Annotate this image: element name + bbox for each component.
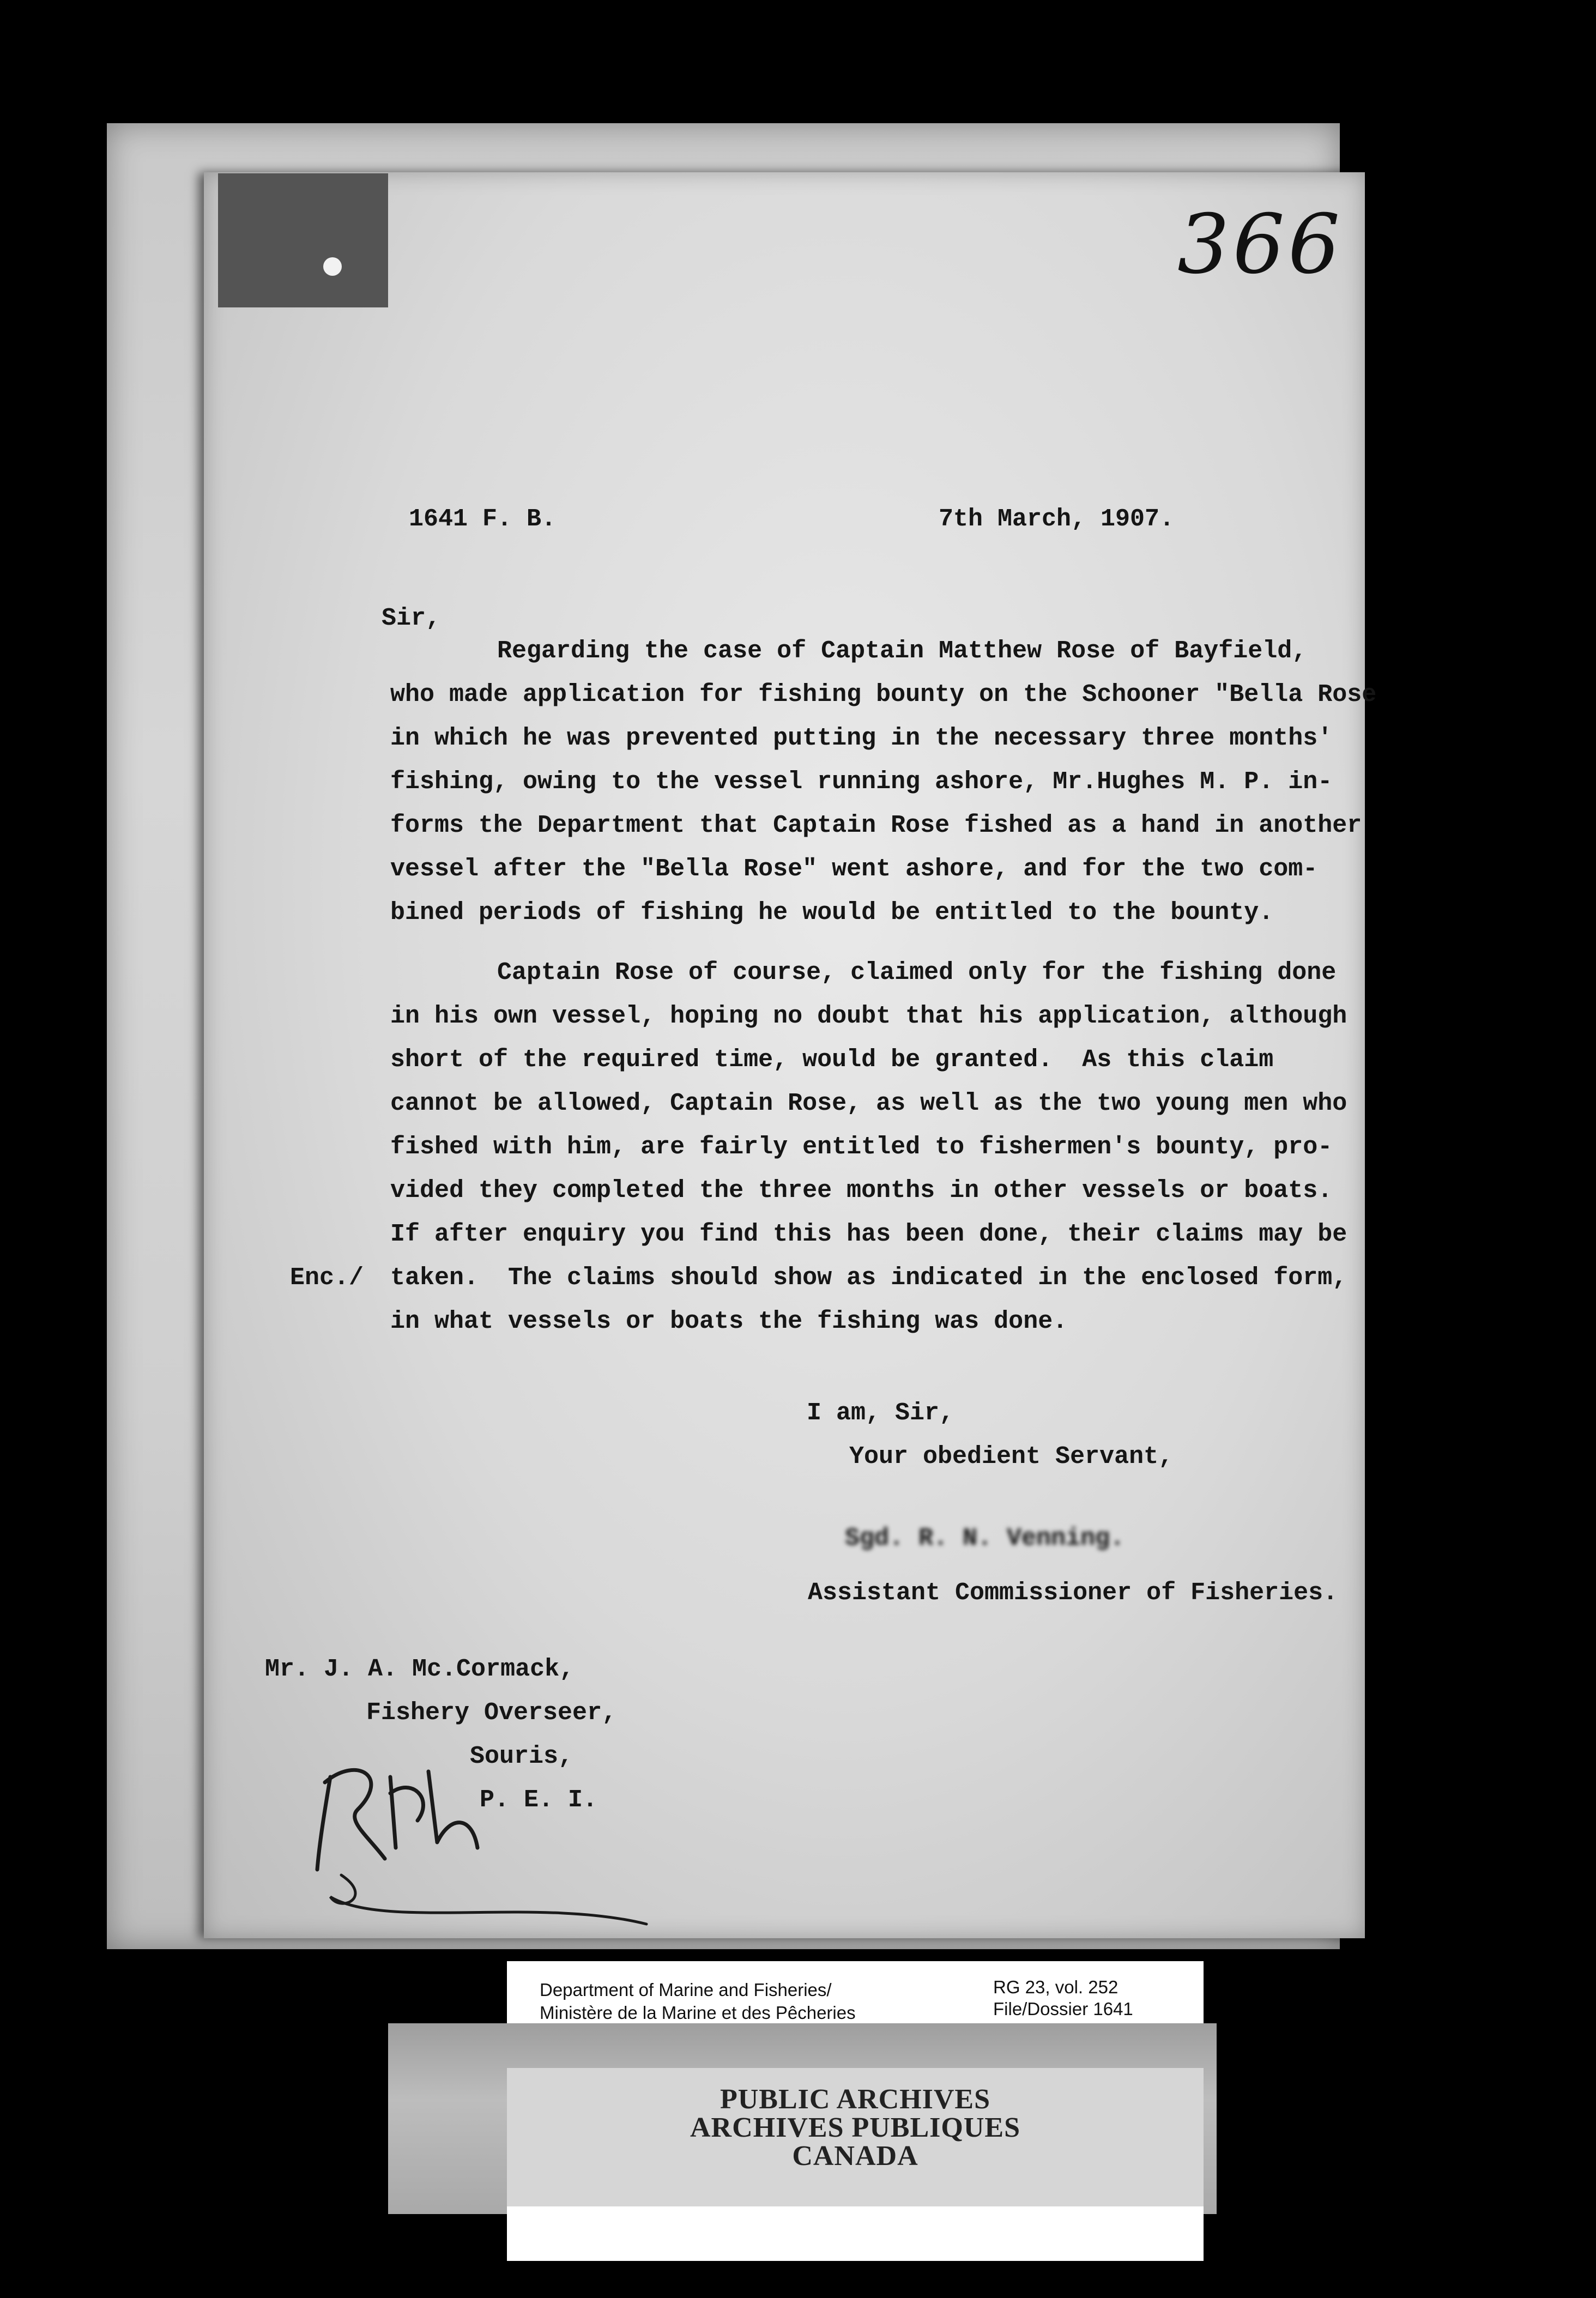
- punch-hole: [323, 257, 342, 276]
- body-line: in what vessels or boats the fishing was done.: [390, 1308, 1068, 1335]
- recipient-line: Fishery Overseer,: [366, 1699, 617, 1727]
- body-line: taken. The claims should show as indicated in the enclosed form,: [390, 1264, 1347, 1292]
- body-line: bined periods of fishing he would be entitled to the bounty.: [390, 899, 1274, 927]
- letter-date: 7th March, 1907.: [939, 505, 1175, 533]
- body-line: If after enquiry you find this has been done, their claims may be: [390, 1220, 1347, 1248]
- body-line: vessel after the "Bella Rose" went ashore, and for the two com-: [390, 855, 1318, 883]
- body-line: Captain Rose of course, claimed only for the fishing done: [497, 959, 1337, 987]
- body-line: in which he was prevented putting in the necessary three months': [390, 724, 1333, 752]
- reference-file: File/Dossier 1641: [993, 1999, 1133, 2019]
- recipient-line: Mr. J. A. Mc.Cormack,: [265, 1655, 575, 1683]
- stamp-line: PUBLIC ARCHIVES: [720, 2084, 991, 2115]
- body-line: forms the Department that Captain Rose fished as a hand in another: [390, 812, 1362, 839]
- department-fr: Ministère de la Marine et des Pêcheries: [540, 2003, 856, 2023]
- body-line: vided they completed the three months in other vessels or boats.: [390, 1177, 1333, 1205]
- closing-line: I am, Sir,: [807, 1399, 954, 1427]
- body-line: short of the required time, would be granted. As this claim: [390, 1046, 1274, 1074]
- handwritten-initials: [309, 1733, 668, 1930]
- folio-number: 366: [1177, 197, 1344, 292]
- archive-department: [540, 1979, 856, 2024]
- file-tab: [218, 173, 388, 307]
- body-line: cannot be allowed, Captain Rose, as well as the two young men who: [390, 1090, 1347, 1117]
- recipient-line: Souris,: [470, 1743, 573, 1770]
- stamp-line: CANADA: [792, 2140, 918, 2172]
- stamp-base: [507, 2206, 1204, 2261]
- closing-line: Your obedient Servant,: [849, 1443, 1174, 1471]
- body-line: in his own vessel, hoping no doubt that his application, although: [390, 1002, 1347, 1030]
- signer-title: Assistant Commissioner of Fisheries.: [808, 1579, 1338, 1607]
- department-en: Department of Marine and Fisheries/: [540, 1980, 832, 2000]
- reference-volume: RG 23, vol. 252: [993, 1977, 1119, 1997]
- recipient-line: P. E. I.: [480, 1786, 598, 1814]
- stamp-line: ARCHIVES PUBLIQUES: [690, 2112, 1021, 2143]
- enclosure-mark: Enc./: [290, 1264, 364, 1292]
- salutation: Sir,: [382, 604, 441, 632]
- body-line: fished with him, are fairly entitled to fishermen's bounty, pro-: [390, 1133, 1333, 1161]
- body-line: Regarding the case of Captain Matthew Rose of Bayfield,: [497, 637, 1307, 665]
- signature: Sgd. R. N. Venning.: [845, 1525, 1125, 1552]
- body-line: who made application for fishing bounty on the Schooner "Bella Rose: [390, 681, 1377, 709]
- body-line: fishing, owing to the vessel running ashore, Mr.Hughes M. P. in-: [390, 768, 1333, 796]
- file-reference: 1641 F. B.: [409, 505, 557, 533]
